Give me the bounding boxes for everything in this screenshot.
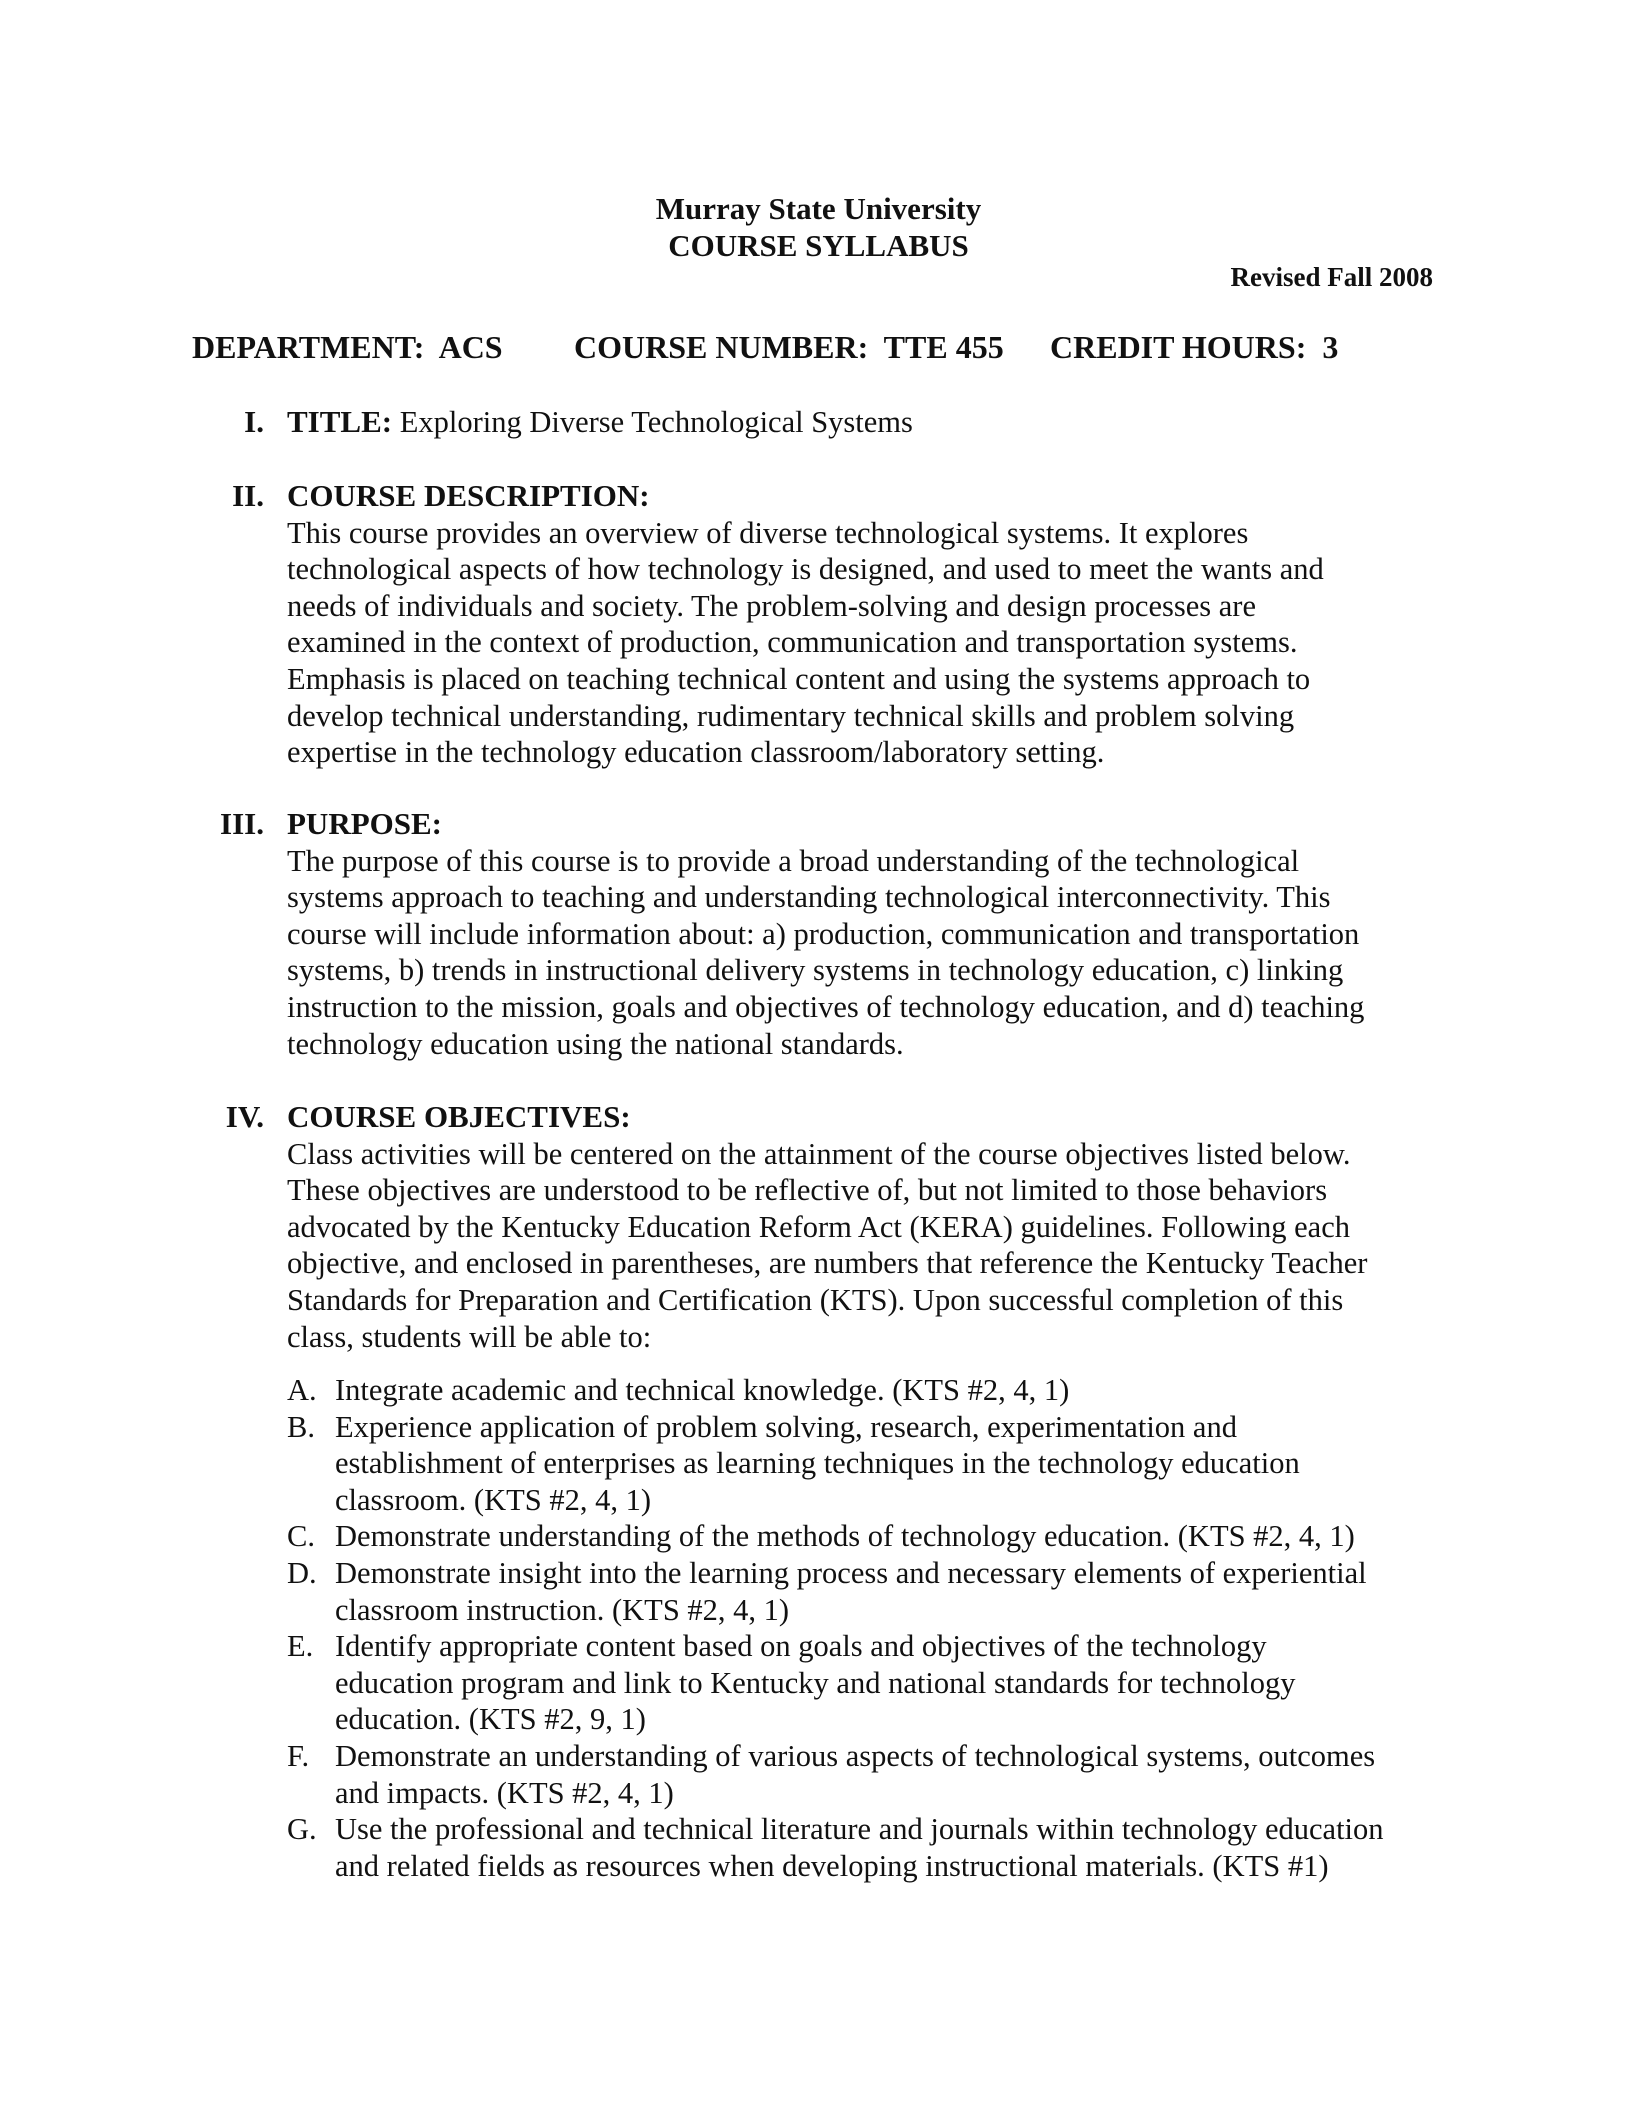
section-heading: COURSE DESCRIPTION: [287,478,650,513]
paragraph-line: This course provides an overview of diverse technological systems. It explores [287,515,1249,550]
list-item-letter: C. [287,1519,315,1554]
paragraph-line: advocated by the Kentucky Education Reform Act (KERA) guidelines. Following each [287,1209,1350,1244]
paragraph-line: Standards for Preparation and Certification (KTS). Upon successful completion of this [287,1282,1344,1317]
section-purpose-body [287,806,1447,1062]
list-item-line: Demonstrate understanding of the methods of technology education. (KTS #2, 4, 1) [335,1519,1355,1554]
list-item-letter: G. [287,1812,317,1847]
paragraph-line: systems approach to teaching and understanding technological interconnectivity. This [287,880,1331,915]
list-item [287,1738,1447,1811]
list-item-letter: A. [287,1373,317,1407]
list-item-line: and related fields as resources when developing instructional materials. (KTS #1) [335,1848,1329,1883]
list-item [287,1372,1447,1409]
paragraph-line: needs of individuals and society. The problem-solving and design processes are [287,588,1256,623]
list-item-line: and impacts. (KTS #2, 4, 1) [335,1775,674,1810]
list-item [287,1628,1447,1738]
section-number: II. [232,478,264,513]
paragraph-line: expertise in the technology education classroom/laboratory setting. [287,735,1105,770]
list-item-line: Experience application of problem solving, research, experimentation and [335,1409,1237,1444]
section-heading: COURSE OBJECTIVES: [287,1099,631,1134]
purpose-paragraph [287,843,1447,1063]
list-item [287,1555,1447,1628]
list-item-line: Identify appropriate content based on goals and objectives of the technology [335,1629,1267,1664]
list-item [287,1518,1447,1555]
section-description-body [287,478,1447,771]
course-number-field: COURSE NUMBER: TTE 455 [574,329,1004,365]
department-field: DEPARTMENT: ACS [192,329,503,365]
course-info-line [192,329,1338,366]
document-type-title: COURSE SYLLABUS [668,228,969,263]
objectives-list [287,1372,1447,1884]
list-item-line: Demonstrate an understanding of various aspects of technological systems, outcomes [335,1738,1376,1773]
paragraph-line: Emphasis is placed on teaching technical content and using the systems approach to [287,661,1311,696]
list-item [287,1409,1447,1519]
list-item-line: Demonstrate insight into the learning process and necessary elements of experiential [335,1555,1367,1590]
list-item-line: classroom. (KTS #2, 4, 1) [335,1482,651,1517]
course-title-text: Exploring Diverse Technological Systems [399,405,913,439]
section-heading: PURPOSE: [287,806,442,841]
section-heading: TITLE: [287,404,393,439]
paragraph-line: systems, b) trends in instructional delivery systems in technology education, c) linking [287,953,1344,988]
list-item-letter: E. [287,1629,314,1664]
description-paragraph [287,515,1447,771]
list-item-letter: B. [287,1409,315,1444]
paragraph-line: technological aspects of how technology is designed, and used to meet the wants and [287,552,1324,587]
paragraph-line: course will include information about: a) production, communication and transportation [287,916,1360,951]
paragraph-line: Class activities will be centered on the attainment of the course objectives listed below. [287,1136,1351,1171]
paragraph-line: objective, and enclosed in parentheses, are numbers that reference the Kentucky Teacher [287,1246,1368,1281]
list-item-line: education program and link to Kentucky and national standards for technology [335,1665,1296,1700]
section-title-body [287,404,1447,441]
paragraph-line: class, students will be able to: [287,1319,652,1354]
section-number: I. [244,404,264,439]
credit-hours-field: CREDIT HOURS: 3 [1050,329,1339,365]
list-item-line: establishment of enterprises as learning techniques in the technology education [335,1446,1300,1481]
revision-note: Revised Fall 2008 [1230,262,1433,292]
list-item [287,1811,1447,1884]
section-objectives-body [287,1099,1447,1355]
list-item-line: Use the professional and technical literature and journals within technology education [335,1812,1384,1847]
list-item-line: Integrate academic and technical knowledge. (KTS #2, 4, 1) [335,1373,1070,1407]
paragraph-line: examined in the context of production, communication and transportation systems. [287,625,1298,660]
list-item-letter: F. [287,1738,310,1773]
list-item-line: classroom instruction. (KTS #2, 4, 1) [335,1592,790,1627]
paragraph-line: The purpose of this course is to provide a broad understanding of the technological [287,843,1300,878]
paragraph-line: develop technical understanding, rudimentary technical skills and problem solving [287,698,1295,733]
objectives-intro-paragraph [287,1136,1447,1356]
paragraph-line: technology education using the national standards. [287,1026,904,1061]
list-item-line: education. (KTS #2, 9, 1) [335,1702,646,1737]
list-item-letter: D. [287,1555,317,1590]
paragraph-line: instruction to the mission, goals and objectives of technology education, and d) teaching [287,989,1365,1024]
paragraph-line: These objectives are understood to be reflective of, but not limited to those behaviors [287,1173,1328,1208]
section-number: IV. [225,1099,264,1134]
document-header [0,190,1640,264]
university-name: Murray State University [655,191,982,226]
section-number: III. [220,806,264,841]
